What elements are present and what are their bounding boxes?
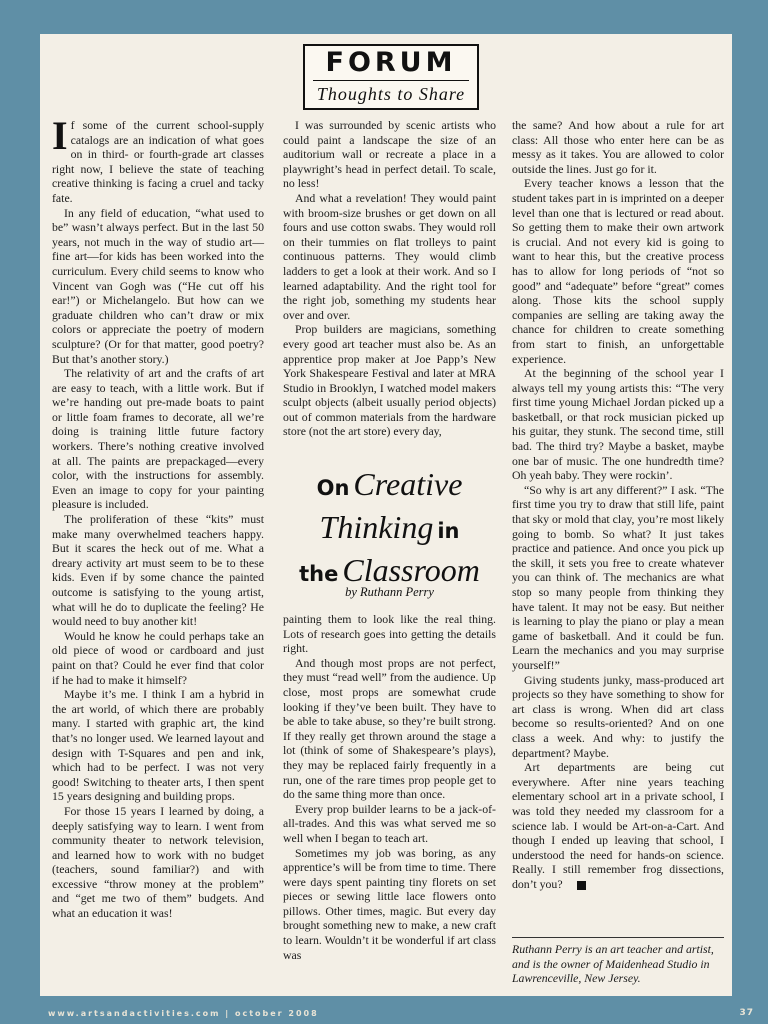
headline-word: the	[299, 562, 339, 586]
byline: by Ruthann Perry	[345, 585, 434, 599]
paragraph: the same? And how about a rule for art class: All those who enter here can be as messy as it takes. You are allowed to color outside the lines. Just go for it.	[512, 118, 724, 176]
page-number: 37	[739, 1008, 754, 1018]
paragraph	[52, 113, 264, 206]
paragraph: In any field of education, “what used to be” wasn’t always perfect. But in the last 50 years, not much in the way of studio art—fine art—for kids has been worked into the curriculum. Every child seems to know who Vincent van Gogh was (“He cut off his ear!”) or Michelangelo. But how can we graduate children who can’t draw or mix colors or appreciate the poetry of modern sculpture? (Or for that matter, good poetry? But that’s another story.)	[52, 205, 264, 366]
paragraph: Every prop builder learns to be a jack-of-all-trades. And this was what served me so well when I began to teach art.	[283, 801, 496, 845]
article-column-1	[52, 113, 264, 921]
paragraph: And though most props are not perfect, they must “read well” from the audience. Up close, most props are somewhat crude looking if they’ve been built. They have to be able to take abuse, so they’re built strong. If they really get thrown around the stage a lot (think of some of Shakespeare’s plays), they may be replaced fairly frequently in a run, one of the rare times prop people get to do the same thing more than once.	[283, 655, 496, 802]
page-footer	[0, 1003, 768, 1024]
paragraph: At the beginning of the school year I always tell my young artists this: “The very first time young Michael Jordan picked up a basketball, or that rock musician picked up his guitar, they stunk. The second time, still bad. The third try? Maybe a basket, maybe one bar of music. The one hundredth time? Oh yeah baby. They were rockin’.	[512, 366, 724, 483]
paragraph: Would he know he could perhaps take an old piece of wood or cardboard and just paint on that? Could he ever find that color if he had to make it himself?	[52, 628, 264, 687]
end-mark-icon	[577, 881, 586, 890]
bio-divider	[512, 937, 724, 938]
section-title: FORUM	[325, 47, 457, 78]
paragraph: painting them to look like the real thing. Lots of research goes into getting the details right.	[283, 612, 496, 656]
headline-line-2	[283, 509, 496, 552]
footer-url-date: www.artsandactivities.com | october 2008	[48, 1009, 319, 1018]
paragraph: “So why is art any different?” I ask. “The first time you try to draw that still life, paint that sky or mold that clay, you’re most likely going to bomb. So what? It just takes practice and patience. And once you pick up the skill, it sets you free to create whatever you can think of. The mechanics are what stop so many people from thinking they have talent. It may not be easy. But neither is learning to play the piano or play a mean game of basketball. And it could be fun. Learn the mechanics and you may surprise yourself!”	[512, 482, 724, 672]
headline-line-1	[283, 466, 496, 509]
author-bio: Ruthann Perry is an art teacher and artist, and is the owner of Maidenhead Studio in Lawrenceville, New Jersey.	[512, 942, 714, 986]
article-headline	[283, 466, 496, 595]
article-column-2-top	[283, 118, 496, 439]
paragraph: Giving students junky, mass-produced art projects so they have something to show for art class is wrong. When did art class become so results-oriented? And on one class a week. And why: to justify the department? Maybe.	[512, 672, 724, 760]
headline-word: On	[316, 476, 350, 500]
paragraph: Prop builders are magicians, something every good art teacher must also be. As an apprentice prop maker at Joe Papp’s New York Shakespeare Festival and later at MRA Studio in Brooklyn, I watched model makers sculpt objects (albeit usually period objects) out of common materials from the hardware store (not the art store) every day,	[283, 322, 496, 439]
headline-word: in	[437, 519, 460, 543]
paragraph: For those 15 years I learned by doing, a deeply satisfying way to learn. I went from community theater to network television, and learned how to work with no budget (teachers, sound familiar?) and with excessive “throw money at the problem” and “get me two of them” budgets. And what an education it was!	[52, 803, 264, 921]
paragraph	[512, 760, 724, 891]
headline-word: Creative	[353, 466, 463, 502]
headline-word: Thinking	[319, 509, 434, 545]
article-column-3	[512, 118, 724, 891]
paragraph: And what a revelation! They would paint with broom-size brushes or get down on all fours and use cotton swabs. They would roll on their tummies on flat trolleys to paint continuous patterns. They would climb ladders to get a look at their work. And so I learned adaptability. And the right tool for the right job, something my students hear over and over.	[283, 190, 496, 322]
paragraph-text: f some of the current school-supply catalogs are an indication of what goes on in third- or fourth-grade art classes right now, I believe the state of teaching creative thinking is facing a cruel and tacky fate.	[52, 118, 264, 205]
article-column-2-bottom	[283, 612, 496, 962]
drop-cap: I	[52, 113, 68, 158]
section-subtitle: Thoughts to Share	[316, 84, 466, 104]
forum-banner	[303, 44, 479, 110]
paragraph: Every teacher knows a lesson that the student takes part in is imprinted on a deeper level than one that is lectured or read about. So getting them to make their own artwork is crucial. And not every kid is going to want to hear this, but the creative process has to allow for long periods of “not so good” and “adequate” before “great” comes along. Those kits the school supply companies are selling are taking away the chance for children to create something from start to finish, an unforgettable experience.	[512, 176, 724, 366]
banner-divider	[313, 80, 469, 81]
headline-word: Classroom	[342, 552, 480, 588]
paragraph: Sometimes my job was boring, as any apprentice’s will be from time to time. There were days spent painting tiny florets on set pieces or sewing little lace flowers onto pillows. Other times, magic. But every day brought something new to make, a new craft to learn. Wouldn’t it be wonderful if art class was	[283, 845, 496, 962]
paragraph: I was surrounded by scenic artists who could paint a landscape the size of an auditorium wall or recreate a place in a playwright’s head in perfect detail. To scale, no less!	[283, 118, 496, 191]
paragraph: The relativity of art and the crafts of art are easy to teach, with a little work. But if we’re handing out pre-made boats to paint or little foam frames to decorate, all we’re doing is training little future factory workers. There’s nothing creative involved at all. The paints are prepackaged—every color, with the instructions for assembly. Even an image to copy for your painting pleasure is included.	[52, 366, 264, 512]
magazine-page	[40, 34, 732, 996]
paragraph: Maybe it’s me. I think I am a hybrid in the art world, of which there are probably many. I started with graphic art, the kind that’s no longer used. We learned layout and design with T-Squares and pen and ink, which had to be perfect. I was not very good! Switching to theater arts, I then spent 15 years designing and building props.	[52, 687, 264, 804]
paragraph: The proliferation of these “kits” must make many overwhelmed teachers happy. But it scares the heck out of me. What a dreary activity art must seem to be to these kids. Even if by some chance the painted outcome is satisfying to the young artist, what will he do to duplicate the feeling? He would need to buy another kit!	[52, 512, 264, 629]
paragraph-text: Art departments are being cut everywhere. After nine years teaching elementary school art in a private school, I was told they needed my classroom for a science lab. I would be Art-on-a-Cart. And though I ended up leaving that school, I understood the need for hands-on science. Really. I still remember frog dissections, don’t you?	[512, 760, 724, 891]
